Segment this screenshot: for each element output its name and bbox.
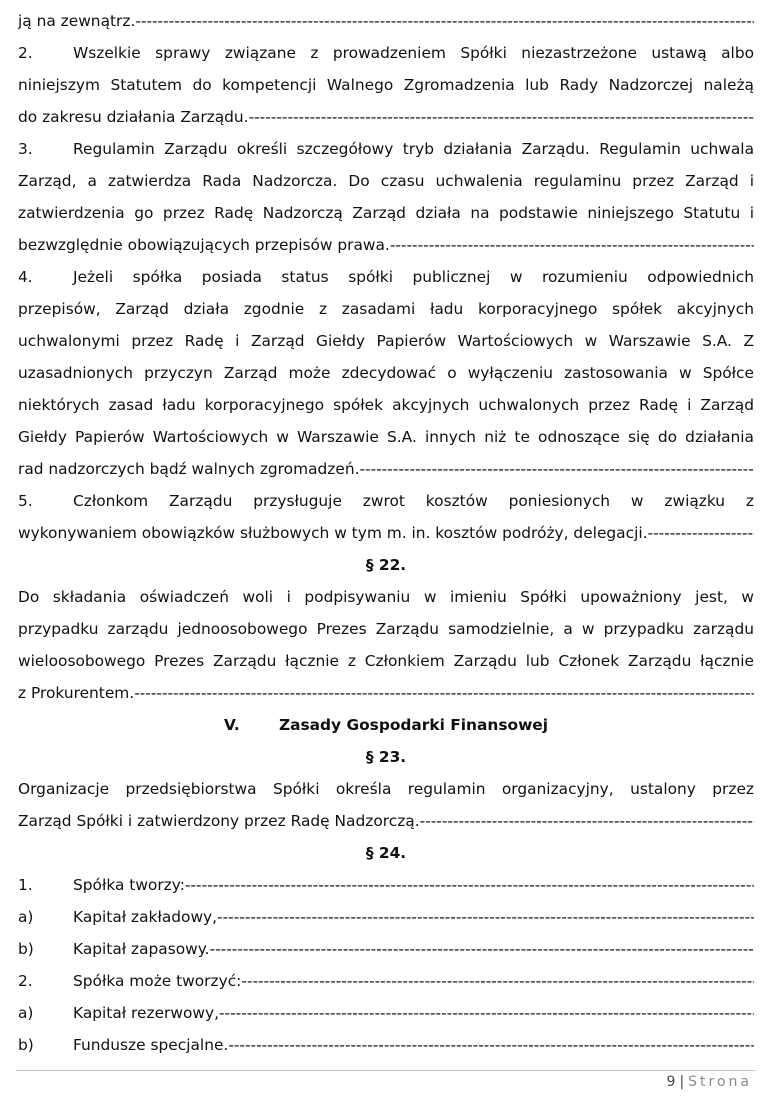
list-number: 4.: [18, 268, 33, 286]
list-item: a) Kapitał zakładowy, -----: [18, 901, 754, 933]
text-line: do zakresu działania Zarządu. -----: [18, 101, 754, 133]
page-footer: [667, 1071, 752, 1093]
page-label: Strona: [688, 1074, 752, 1090]
text-line: Zarząd Spółki i zatwierdzony przez Radę Nadzorczą. -----: [18, 805, 754, 837]
text-line: uchwalonymi przez Radę i Zarząd Giełdy Papierów Wartościowych w Warszawie S.A. Z: [18, 332, 754, 350]
chapter-title: Zasady Gospodarki Finansowej: [278, 716, 549, 734]
text-line: zatwierdzenia go przez Radę Nadzorczą Zarząd działa na podstawie niniejszego Statutu i: [18, 204, 754, 222]
text-line: Do składania oświadczeń woli i podpisywaniu w imieniu Spółki upoważniony jest, w: [18, 588, 754, 606]
list-number: 2.: [18, 972, 33, 990]
list-letter: a): [18, 908, 34, 926]
list-number: 1.: [18, 876, 33, 894]
list-item: b) Fundusze specjalne. -----: [18, 1029, 754, 1061]
text-line: niniejszym Statutem do kompetencji Walnego Zgromadzenia lub Rady Nadzorczej należą: [18, 76, 754, 94]
text-line: wieloosobowego Prezes Zarządu łącznie z Członkiem Zarządu lub Członek Zarządu łącznie: [18, 652, 754, 670]
chapter-number: V.: [223, 716, 240, 734]
section-heading-22: § 22.: [365, 556, 407, 574]
list-item: 2. Spółka może tworzyć: -----: [18, 965, 754, 997]
text-line: ją na zewnątrz. -----: [18, 5, 754, 37]
paragraph-3-line: 3. Regulamin Zarządu określi szczegółowy tryb działania Zarządu. Regulamin uchwala: [18, 133, 754, 165]
chapter-heading: [18, 709, 754, 741]
paragraph-5-line: 5. Członkom Zarządu przysługuje zwrot kosztów poniesionych w związku z: [18, 485, 754, 517]
text-line: uzasadnionych przyczyn Zarząd może zdecydować o wyłączeniu zastosowania w Spółce: [18, 364, 754, 382]
text-line: przepisów, Zarząd działa zgodnie z zasadami ładu korporacyjnego spółek akcyjnych: [18, 300, 754, 318]
list-item: 1. Spółka tworzy: -----: [18, 869, 754, 901]
document-page: [18, 5, 754, 1061]
list-number: 2.: [18, 44, 33, 62]
list-item: b) Kapitał zapasowy. -----: [18, 933, 754, 965]
list-item: a) Kapitał rezerwowy, -----: [18, 997, 754, 1029]
list-letter: b): [18, 940, 34, 958]
section-heading-24: § 24.: [365, 844, 407, 862]
text-line: bezwzględnie obowiązujących przepisów prawa. -----: [18, 229, 754, 261]
list-letter: a): [18, 1004, 34, 1022]
text-line: wykonywaniem obowiązków służbowych w tym m. in. kosztów podróży, delegacji. -----: [18, 517, 754, 549]
text-line: Zarząd, a zatwierdza Rada Nadzorcza. Do czasu uchwalenia regulaminu przez Zarząd i: [18, 172, 754, 190]
list-number: 5.: [18, 492, 33, 510]
text-line: przypadku zarządu jednoosobowego Prezes Zarządu samodzielnie, a w przypadku zarządu: [18, 620, 754, 638]
text-line: niektórych zasad ładu korporacyjnego spółek akcyjnych uchwalonych przez Radę i Zarząd: [18, 396, 754, 414]
list-number: 3.: [18, 140, 33, 158]
list-letter: b): [18, 1036, 34, 1054]
text-line: Giełdy Papierów Wartościowych w Warszawie S.A. innych niż te odnoszące się do działania: [18, 428, 754, 446]
text-line: Organizacje przedsiębiorstwa Spółki określa regulamin organizacyjny, ustalony przez: [18, 780, 754, 798]
paragraph-2-line: 2. Wszelkie sprawy związane z prowadzeniem Spółki niezastrzeżone ustawą albo: [18, 37, 754, 69]
paragraph-4-line: 4. Jeżeli spółka posiada status spółki publicznej w rozumieniu odpowiednich: [18, 261, 754, 293]
text-line: z Prokurentem. -----: [18, 677, 754, 709]
section-heading-23: § 23.: [365, 748, 407, 766]
text-line: rad nadzorczych bądź walnych zgromadzeń. -----: [18, 453, 754, 485]
footer-divider: [16, 1070, 756, 1071]
page-number: 9: [666, 1074, 676, 1090]
footer-separator: |: [679, 1074, 685, 1090]
